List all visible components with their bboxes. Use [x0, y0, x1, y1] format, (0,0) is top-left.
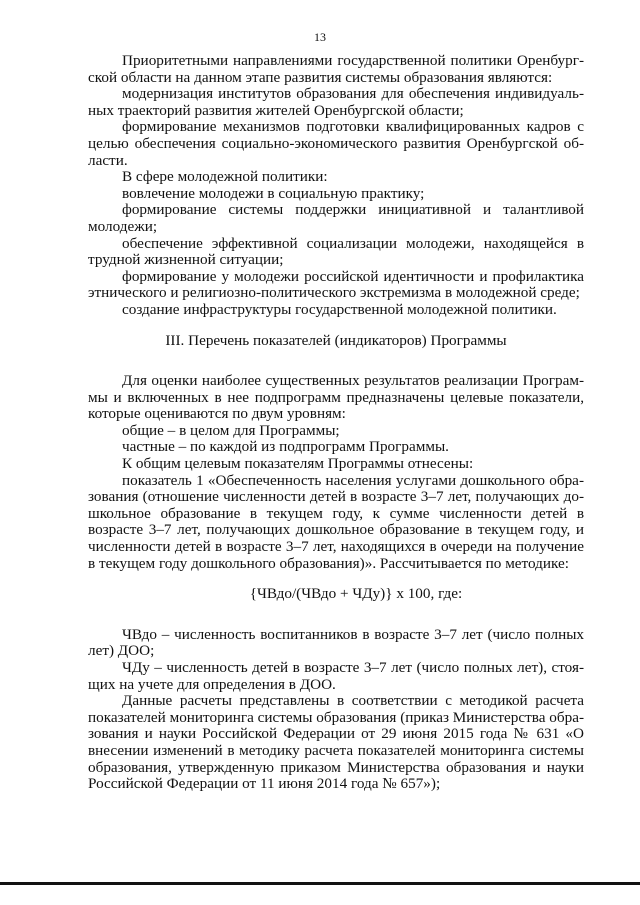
section-heading: III. Перечень показателей (индикаторов) Программы — [165, 331, 507, 349]
bottom-scan-rule — [0, 882, 640, 885]
formula: {ЧВдо/(ЧВдо + ЧДу)} х 100, где: — [249, 585, 463, 603]
paragraph-talent-support: формирование системы поддержки инициативной и талантливой молодежи; — [88, 201, 584, 235]
page-number: 13 — [314, 30, 326, 44]
paragraph-general-level: общие – в целом для Программы; — [122, 421, 340, 439]
paragraph-methodology: Данные расчеты представлены в соответствии с методикой расчета показателей мониторинга системы образования (приказ Министерства образования и науки Российской Федерации от 29 июня 2015 года № 631 «О внесении изменений в методику расчета показателей мониторинга системы образования, утвержденную приказом Министерства образования и науки Российской Федерации от 11 июня 2014 года № 657»); — [88, 692, 584, 793]
paragraph-general-indicators: К общим целевым показателям Программы отнесены: — [122, 455, 474, 473]
document-body — [88, 53, 584, 793]
paragraph-modernization: модернизация институтов образования для обеспечения индивидуальных траекторий развития жителей Оренбургской области; — [88, 85, 584, 119]
paragraph-staff-training: формирование механизмов подготовки квалифицированных кадров с целью обеспечения социально-экономического развития Оренбургской области. — [88, 118, 584, 169]
paragraph-socialization: обеспечение эффективной социализации молодежи, находящейся в трудной жизненной ситуации; — [88, 234, 584, 269]
paragraph-specific-level: частные – по каждой из подпрограмм Программы. — [122, 438, 449, 456]
paragraph-infrastructure: создание инфраструктуры государственной молодежной политики. — [122, 300, 557, 318]
paragraph-chvdo-definition: ЧВдо – численность воспитанников в возрасте 3–7 лет (число полных лет) ДОО; — [88, 625, 584, 660]
paragraph-priorities-intro: Приоритетными направлениями государственной политики Оренбургской области на данном этапе развития системы образования являются: — [88, 52, 584, 86]
paragraph-chdu-definition: ЧДу – численность детей в возрасте 3–7 лет (число полных лет), стоящих на учете для определения в ДОО. — [88, 659, 584, 693]
paragraph-indicator-1: показатель 1 «Обеспеченность населения услугами дошкольного образования (отношение численности детей в возрасте 3–7 лет, получающих дошкольное образование в текущем году, к сумме численности детей в возрасте 3–7 лет, получающих дошкольное образование в текущем году, и численности детей в возрасте 3–7 лет, находящихся в очереди на получение в текущем году дошкольного образования)». Рассчитывается по методике: — [88, 471, 584, 572]
paragraph-identity: формирование у молодежи российской идентичности и профилактика этнического и религиозно-политического экстремизма в молодежной среде; — [88, 267, 584, 302]
paragraph-youth-policy-intro: В сфере молодежной политики: — [122, 168, 328, 186]
paragraph-indicators-intro: Для оценки наиболее существенных результатов реализации Программы и включенных в нее подпрограмм предназначены целевые показатели, которые оцениваются по двум уровням: — [88, 372, 584, 423]
paragraph-youth-involvement: вовлечение молодежи в социальную практику; — [122, 184, 425, 202]
